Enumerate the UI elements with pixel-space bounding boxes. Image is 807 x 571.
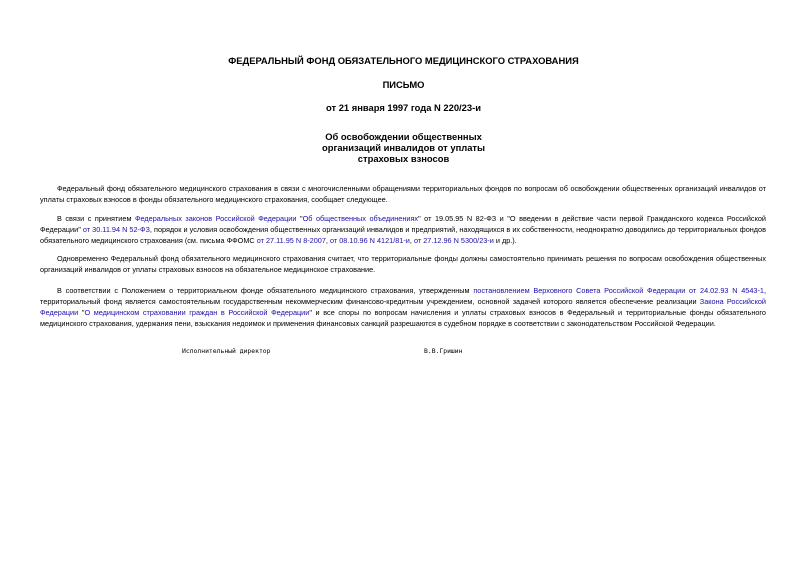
subject-line: организаций инвалидов от уплаты — [321, 142, 486, 153]
subject-line: страховых взносов — [357, 153, 450, 164]
paragraph-text: В соответствии с Положением о территориальном фонде обязательного медицинского страхования, утвержденным — [57, 286, 474, 295]
link-letter-5300-23[interactable]: от 27.12.96 N 5300/23-и — [413, 236, 494, 245]
document-date-number: от 21 января 1997 года N 220/23-и — [326, 102, 481, 113]
paragraph-text: " и все споры по вопросам начисления и уплаты страховых взносов в Федеральный и территориальные фонды обязательного медицинского страхования, удержания пени, взыскания недоимок и применения финансовых санкций разрешаются в судебном порядке в соответствии с законодательством Российской Федерации. — [40, 308, 766, 328]
link-law-52-fz[interactable]: от 30.11.94 N 52-ФЗ — [82, 225, 150, 234]
paragraph-text: , — [325, 236, 330, 245]
paragraph-intro: Федеральный фонд обязательного медицинского страхования в связи с многочисленными обращениями территориальных фондов по вопросам об освобождении общественных организаций инвалидов от уплаты страховых взносов в фонды обязательного медицинского страхования, сообщает следующее. — [40, 184, 766, 204]
document-subject — [0, 131, 807, 164]
paragraph-regulation — [40, 285, 766, 329]
link-letter-8-2007[interactable]: от 27.11.95 N 8-2007 — [256, 236, 326, 245]
signature-name: В.В.Гришин — [424, 347, 463, 355]
issuer-title: ФЕДЕРАЛЬНЫЙ ФОНД ОБЯЗАТЕЛЬНОГО МЕДИЦИНСКОГО СТРАХОВАНИЯ — [228, 55, 579, 66]
paragraph-laws — [40, 213, 766, 246]
paragraph-text: , территориальный фонд является самостоятельным государственным некоммерческим финансово-кредитным учреждением, основной задачей которого является обеспечение реализации — [40, 286, 766, 306]
link-public-associations-law[interactable]: Об общественных объединениях — [302, 214, 419, 223]
paragraph-text: " от 19.05.95 N 82-ФЗ и "О введении в действие части первой Гражданского кодекса Российской Федерации" — [40, 214, 766, 234]
signature-position: Исполнительный директор — [182, 347, 271, 355]
link-medical-insurance-law[interactable]: О медицинском страховании граждан в Российской Федерации — [84, 308, 310, 317]
paragraph-text: , — [409, 236, 414, 245]
subject-line: Об освобождении общественных — [325, 131, 482, 142]
link-resolution-4543-1[interactable]: постановлением Верховного Совета Российской Федерации от 24.02.93 N 4543-1 — [473, 286, 764, 295]
link-federal-laws[interactable]: Федеральных законов Российской Федерации — [134, 214, 297, 223]
document-type: ПИСЬМО — [382, 79, 425, 90]
paragraph-text: , порядок и условия освобождения общественных организаций инвалидов и предприятий, находящихся в их собственности, неоднократно доводились до территориальных фондов обязательного медицинского страхования (см. письма ФФОМС — [40, 225, 766, 245]
paragraph-text: В связи с принятием — [57, 214, 135, 223]
link-rf-law[interactable]: Закона Российской Федерации — [40, 297, 766, 317]
paragraph-text: " — [78, 308, 85, 317]
paragraph-text: и др.). — [493, 236, 517, 245]
link-letter-4121-81[interactable]: от 08.10.96 N 4121/81-и — [329, 236, 410, 245]
paragraph-decision: Одновременно Федеральный фонд обязательного медицинского страхования считает, что территориальные фонды должны самостоятельно принимать решения по вопросам освобождения общественных организаций инвалидов от уплаты страховых взносов на обязательное медицинское страхование. — [40, 254, 766, 274]
paragraph-text: " — [296, 214, 303, 223]
